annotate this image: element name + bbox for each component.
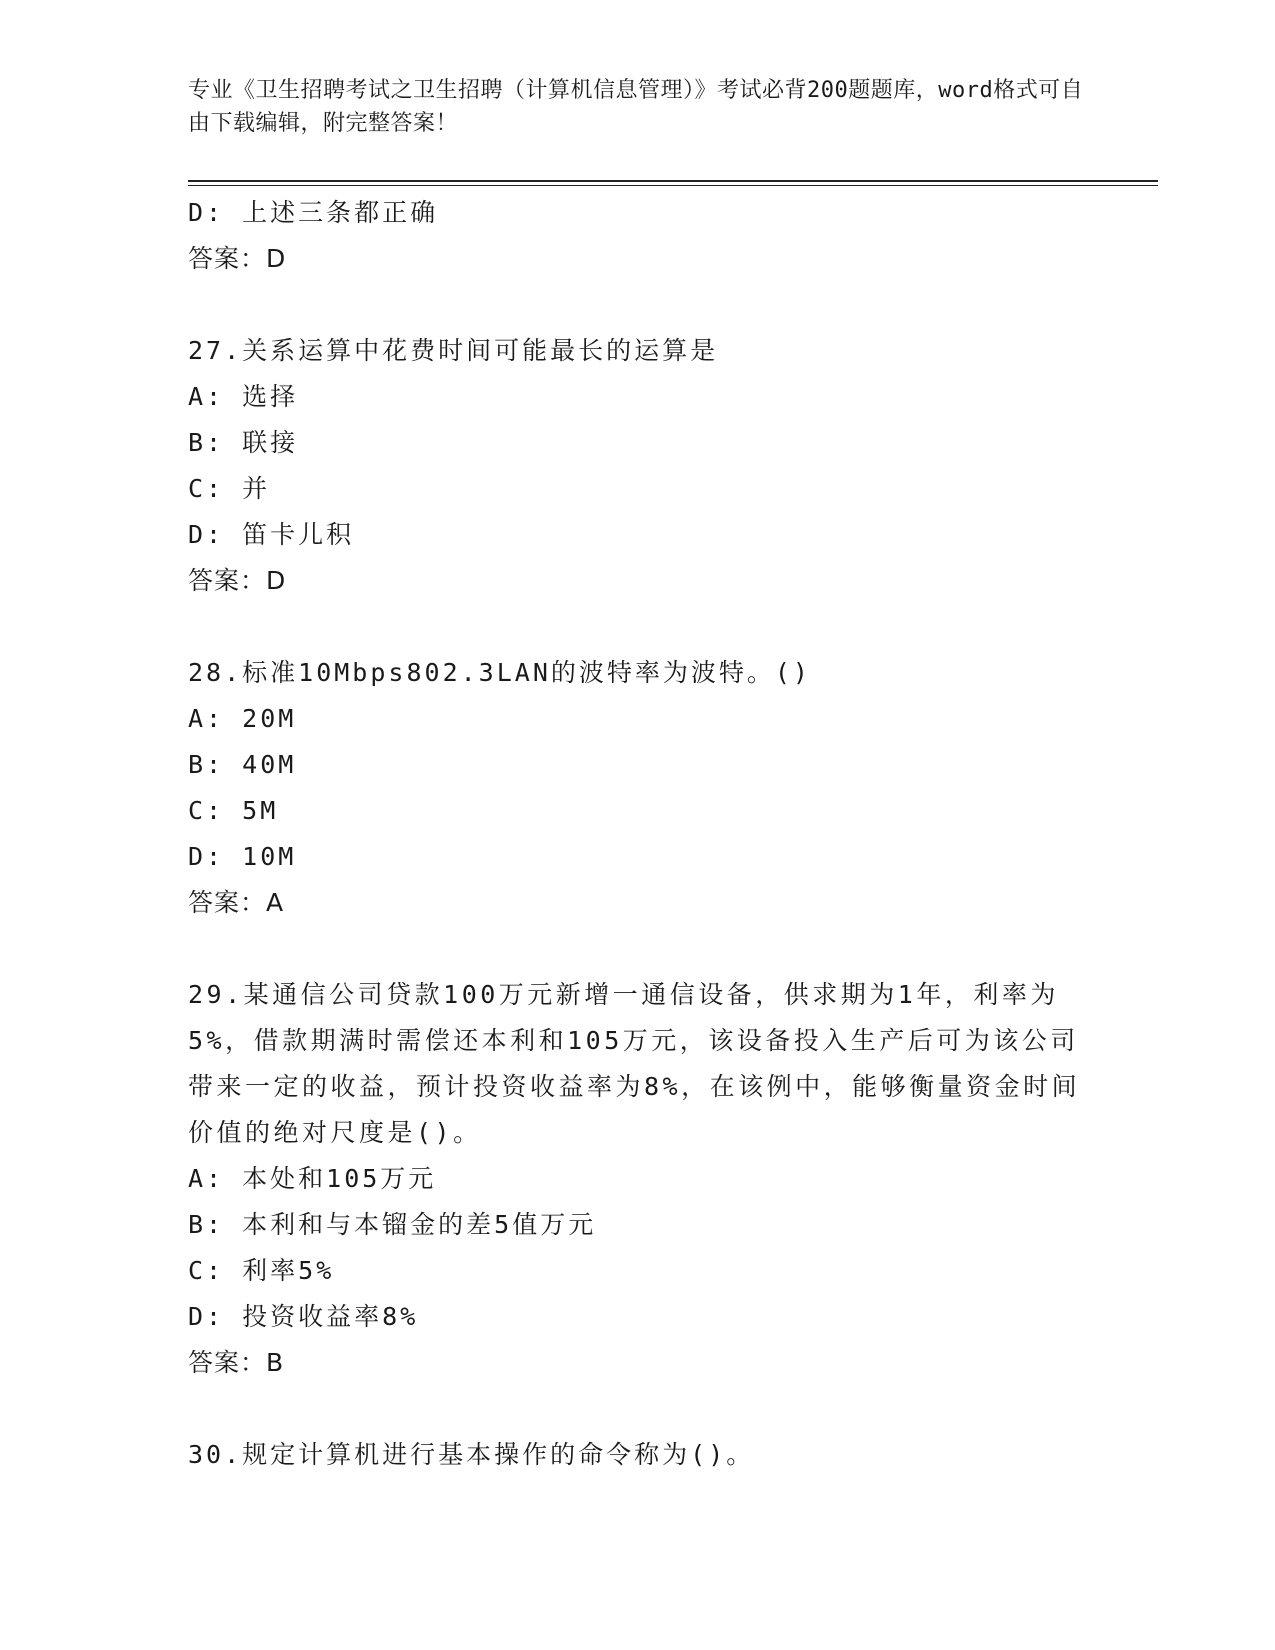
spacer xyxy=(188,604,1088,650)
question-28 xyxy=(188,650,1088,926)
q28-stem: 28.标准10Mbps802.3LAN的波特率为波特。() xyxy=(188,658,811,687)
q29-option-d: D: 投资收益率8% xyxy=(188,1302,419,1331)
q29-stem: 29.某通信公司贷款100万元新增一通信设备，供求期为1年，利率为5%，借款期满时需偿还本利和105万元，该设备投入生产后可为该公司带来一定的收益，预计投资收益率为8%，在该例中，能够衡量资金时间价值的绝对尺度是()。 xyxy=(188,980,1081,1147)
spacer xyxy=(188,1386,1088,1432)
q28-option-c: C: 5M xyxy=(188,796,279,825)
question-26-tail xyxy=(188,190,1088,282)
q30-stem: 30.规定计算机进行基本操作的命令称为()。 xyxy=(188,1440,755,1469)
q28-option-d: D: 10M xyxy=(188,842,297,871)
q27-option-b: B: 联接 xyxy=(188,428,299,457)
q29-option-b: B: 本利和与本镏金的差5值万元 xyxy=(188,1210,597,1239)
q27-option-a: A: 选择 xyxy=(188,382,299,411)
question-30 xyxy=(188,1432,1088,1478)
header-rule-thick xyxy=(188,180,1158,182)
spacer xyxy=(188,282,1088,328)
q27-answer: 答案：D xyxy=(188,566,287,595)
q29-option-a: A: 本处和105万元 xyxy=(188,1164,437,1193)
q28-option-a: A: 20M xyxy=(188,704,297,733)
spacer xyxy=(188,926,1088,972)
q29-option-c: C: 利率5% xyxy=(188,1256,335,1285)
header-rule-thin xyxy=(188,185,1158,186)
question-content xyxy=(188,190,1088,1478)
q26-option-d: D: 上述三条都正确 xyxy=(188,198,439,227)
q28-answer: 答案：A xyxy=(188,888,285,917)
page-header: 专业《卫生招聘考试之卫生招聘（计算机信息管理）》考试必背200题题库，word格式可自由下载编辑，附完整答案！ xyxy=(188,78,1084,136)
q29-answer: 答案：B xyxy=(188,1348,285,1377)
question-29 xyxy=(188,972,1088,1386)
q27-option-d: D: 笛卡儿积 xyxy=(188,520,355,549)
q27-option-c: C: 并 xyxy=(188,474,271,503)
q28-option-b: B: 40M xyxy=(188,750,297,779)
q26-answer: 答案：D xyxy=(188,244,287,273)
q27-stem: 27.关系运算中花费时间可能最长的运算是 xyxy=(188,336,719,365)
question-27 xyxy=(188,328,1088,604)
